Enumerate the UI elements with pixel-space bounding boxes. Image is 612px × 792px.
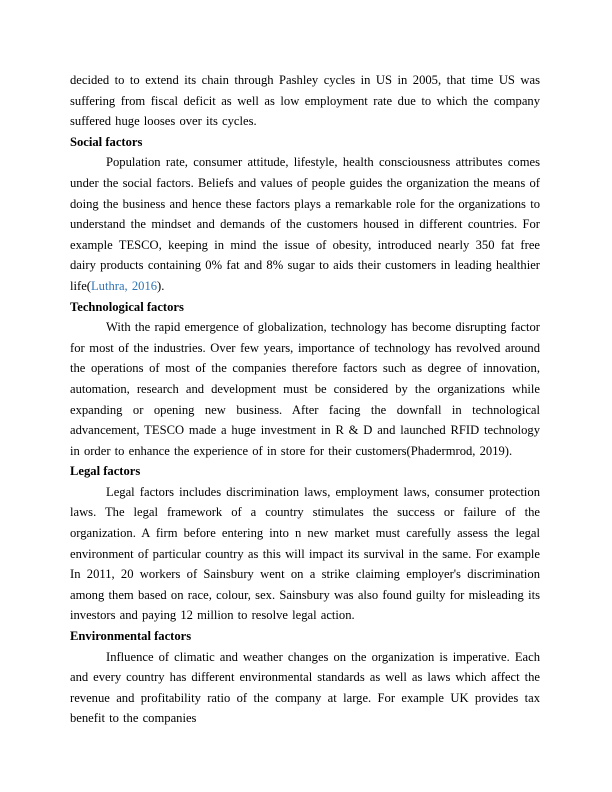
heading-social-factors: Social factors <box>70 134 143 149</box>
social-factors-text: Population rate, consumer attitude, lifestyle, health consciousness attributes comes under the social factors. Beliefs and values of people guides the organization the means of doing the business and hence these factors plays a remarkable role for the organizations to understand the mindset and demands of the customers housed in different countries. For example TESCO, keeping in mind the issue of obesity, introduced nearly 350 fat free dairy products containing 0% fat and 8% sugar to aids their customers in leading healthier life( <box>70 155 540 293</box>
paragraph-technological-factors: With the rapid emergence of globalization, technology has become disrupting factor for most of the industries. Over few years, importance of technology has revolved around the operations of most of the companies therefore factors such as degree of innovation, automation, research and development must be considered by the organizations while expanding or opening new business. After facing the downfall in technological advancement, TESCO made a huge investment in R & D and launched RFID technology in order to enhance the experience of in store for their customers(Phadermrod, 2019). <box>70 320 540 458</box>
paragraph-social-factors <box>70 152 540 296</box>
citation-luthra-2016: Luthra, 2016 <box>90 278 158 293</box>
social-factors-text-end: ). <box>157 278 165 293</box>
paragraph-legal-factors: Legal factors includes discrimination laws, employment laws, consumer protection laws. The legal framework of a country stimulates the success or failure of the organization. A firm before entering into n new market must carefully assess the legal environment of particular country as this will impact its survival in the same. For example In 2011, 20 workers of Sainsbury went on a strike claiming employer's discrimination among them based on race, colour, sex. Sainsbury was also found guilty for misleading its investors and paying 12 million to resolve legal action. <box>70 484 540 623</box>
paragraph-intro-continuation: decided to to extend its chain through Pashley cycles in US in 2005, that time US was suffering from fiscal deficit as well as low employment rate due to which the company suffered huge looses over its cycles. <box>70 73 540 129</box>
heading-legal-factors: Legal factors <box>70 464 141 479</box>
heading-technological-factors: Technological factors <box>70 299 184 314</box>
heading-environmental-factors: Environmental factors <box>70 629 192 644</box>
page-content <box>70 70 540 729</box>
paragraph-environmental-factors: Influence of climatic and weather changes on the organization is imperative. Each and every country has different environmental standards as well as laws which affect the revenue and profitability ratio of the company at large. For example UK provides tax benefit to the companies <box>70 649 540 726</box>
